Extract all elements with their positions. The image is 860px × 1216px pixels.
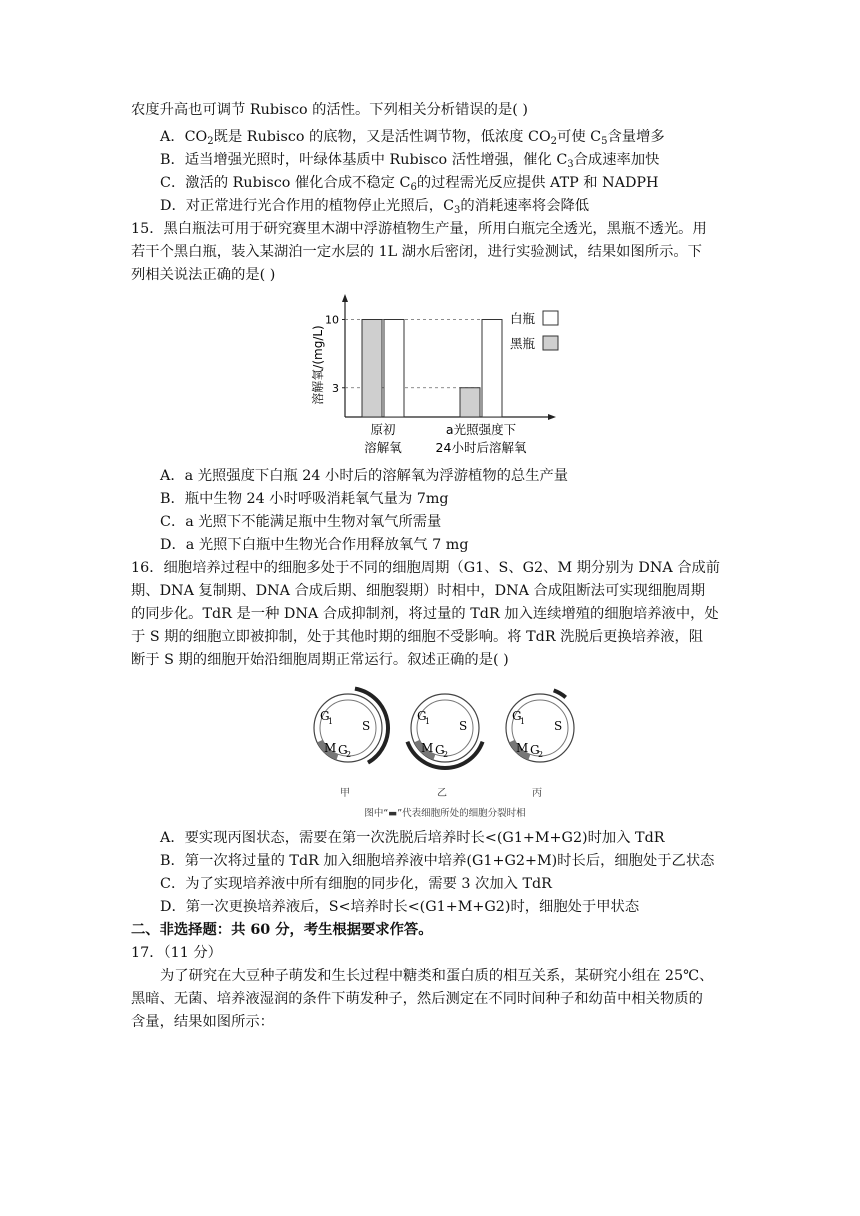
legend-label-black: 黑瓶 xyxy=(510,336,536,351)
legend-swatch-white xyxy=(543,311,558,325)
s-label: S xyxy=(362,719,371,733)
q17-stem-3: 含量，结果如图所示： xyxy=(131,1014,274,1030)
g1-sub: 1 xyxy=(328,717,334,726)
s-label: S xyxy=(459,719,468,733)
q16-option-c: C．为了实现培养液中所有细胞的同步化，需要 3 次加入 TdR xyxy=(160,876,552,892)
g2-label: G xyxy=(530,743,540,757)
q15-stem-2: 若干个黑白瓶，装入某湖泊一定水层的 1L 湖水后密闭，进行实验测试，结果如图所示。下 xyxy=(131,244,702,260)
bar-white-bottle xyxy=(384,320,404,418)
q15-option-c: C．a 光照下不能满足瓶中生物对氧气所需量 xyxy=(160,514,442,530)
g2-sub: 2 xyxy=(538,750,544,759)
q15-option-b: B．瓶中生物 24 小时呼吸消耗氧气量为 7mg xyxy=(160,491,449,507)
q14-option-a: A．$CO_2$既是 Rubisco 的底物，又是活性调节物，低浓度 $CO_2$可使 $C_5$含量增多 xyxy=(160,129,665,147)
q15-option-a: A．a 光照强度下白瓶 24 小时后的溶解氧为浮游植物的总生产量 xyxy=(160,468,569,484)
q16-stem-4: 于 S 期的细胞立即被抑制，处于其他时期的细胞不受影响。将 TdR 洗脱后更换培养液，阻 xyxy=(131,629,704,645)
g2-label: G xyxy=(435,743,445,757)
section-2-heading: 二、非选择题：共 60 分，考生根据要求作答。 xyxy=(131,922,433,938)
panel-label: 丙 xyxy=(532,788,542,799)
g1-label: G xyxy=(417,709,427,723)
q14-option-b: B．适当增强光照时，叶绿体基质中 Rubisco 活性增强，催化 $C_3$合成速率加快 xyxy=(160,152,660,170)
q14-stem-tail: 农度升高也可调节 Rubisco 的活性。下列相关分析错误的是( ) xyxy=(131,102,528,118)
q17-heading: 17．（11 分） xyxy=(131,945,222,961)
phase-marker xyxy=(355,689,388,763)
bar-black-bottle xyxy=(460,388,480,417)
g1-label: G xyxy=(320,709,330,723)
cycle-panel xyxy=(314,689,388,799)
m-label: M xyxy=(324,741,337,755)
s-label: S xyxy=(554,719,563,733)
q16-option-d: D．第一次更换培养液后，S<培养时长<(G1+M+G2)时，细胞处于甲状态 xyxy=(160,899,640,915)
dissolved-oxygen-chart xyxy=(300,290,570,460)
legend-label-white: 白瓶 xyxy=(510,311,536,326)
category-label: a光照强度下 xyxy=(445,422,517,437)
y-axis-arrow xyxy=(342,294,348,302)
q16-stem-1: 16．细胞培养过程中的细胞多处于不同的细胞周期（G1、S、G2、M 期分别为 DNA 合成前 xyxy=(131,560,721,576)
q16-option-b: B．第一次将过量的 TdR 加入细胞培养液中培养(G1+G2+M)时长后，细胞处于乙状态 xyxy=(160,853,715,869)
m-label: M xyxy=(516,741,529,755)
m-label: M xyxy=(421,741,434,755)
cycle-caption: 图中“▬”代表细胞所处的细胞分裂时相 xyxy=(364,808,526,819)
g1-label: G xyxy=(512,709,522,723)
bar-white-bottle xyxy=(482,320,502,418)
panel-label: 乙 xyxy=(437,788,447,799)
q16-stem-3: 的同步化。TdR 是一种 DNA 合成抑制剂，将过量的 TdR 加入连续增殖的细胞培养液中，处 xyxy=(131,606,719,622)
q16-option-a: A．要实现丙图状态，需要在第一次洗脱后培养时长<(G1+M+G2)时加入 TdR xyxy=(160,830,665,846)
q15-stem-3: 列相关说法正确的是( ) xyxy=(131,267,276,283)
category-label: 原初 xyxy=(370,422,396,437)
y-axis-label: 溶解氧/(mg/L) xyxy=(311,325,325,405)
y-tick-label: 10 xyxy=(325,313,339,327)
cycle-panel xyxy=(407,694,482,799)
x-axis-arrow xyxy=(548,414,556,420)
cell-cycle-figure xyxy=(300,676,590,824)
g2-sub: 2 xyxy=(443,750,449,759)
g1-sub: 1 xyxy=(520,717,526,726)
g2-sub: 2 xyxy=(346,750,352,759)
q17-stem-2: 黑暗、无菌、培养液湿润的条件下萌发种子，然后测定在不同时间种子和幼苗中相关物质的 xyxy=(131,991,703,1007)
cycle-panel xyxy=(506,690,574,799)
q14-option-c: C．激活的 Rubisco 催化合成不稳定 $C_6$的过程需光反应提供 ATP 和 NADPH xyxy=(160,175,659,193)
category-label: 溶解氧 xyxy=(364,440,402,455)
y-tick-label: 3 xyxy=(332,381,339,395)
q15-stem-1: 15．黑白瓶法可用于研究赛里木湖中浮游植物生产量，所用白瓶完全透光，黑瓶不透光。用 xyxy=(131,221,707,237)
bar-black-bottle xyxy=(362,320,382,418)
category-label: 24小时后溶解氧 xyxy=(435,440,527,455)
q15-option-d: D．a 光照下白瓶中生物光合作用释放氧气 7 mg xyxy=(160,537,469,553)
q17-stem-1: 为了研究在大豆种子萌发和生长过程中糖类和蛋白质的相互关系，某研究小组在 25℃、 xyxy=(160,968,714,984)
g2-label: G xyxy=(338,743,348,757)
phase-marker xyxy=(554,690,566,697)
q16-stem-5: 断于 S 期的细胞开始沿细胞周期正常运行。叙述正确的是( ) xyxy=(131,652,509,668)
q16-stem-2: 期、DNA 复制期、DNA 合成后期、细胞裂期）时相中，DNA 合成阻断法可实现细胞周期 xyxy=(131,583,706,599)
legend-swatch-black xyxy=(543,336,558,350)
q14-option-d: D．对正常进行光合作用的植物停止光照后，$C_3$的消耗速率将会降低 xyxy=(160,198,590,216)
g1-sub: 1 xyxy=(425,717,431,726)
panel-label: 甲 xyxy=(340,788,350,799)
